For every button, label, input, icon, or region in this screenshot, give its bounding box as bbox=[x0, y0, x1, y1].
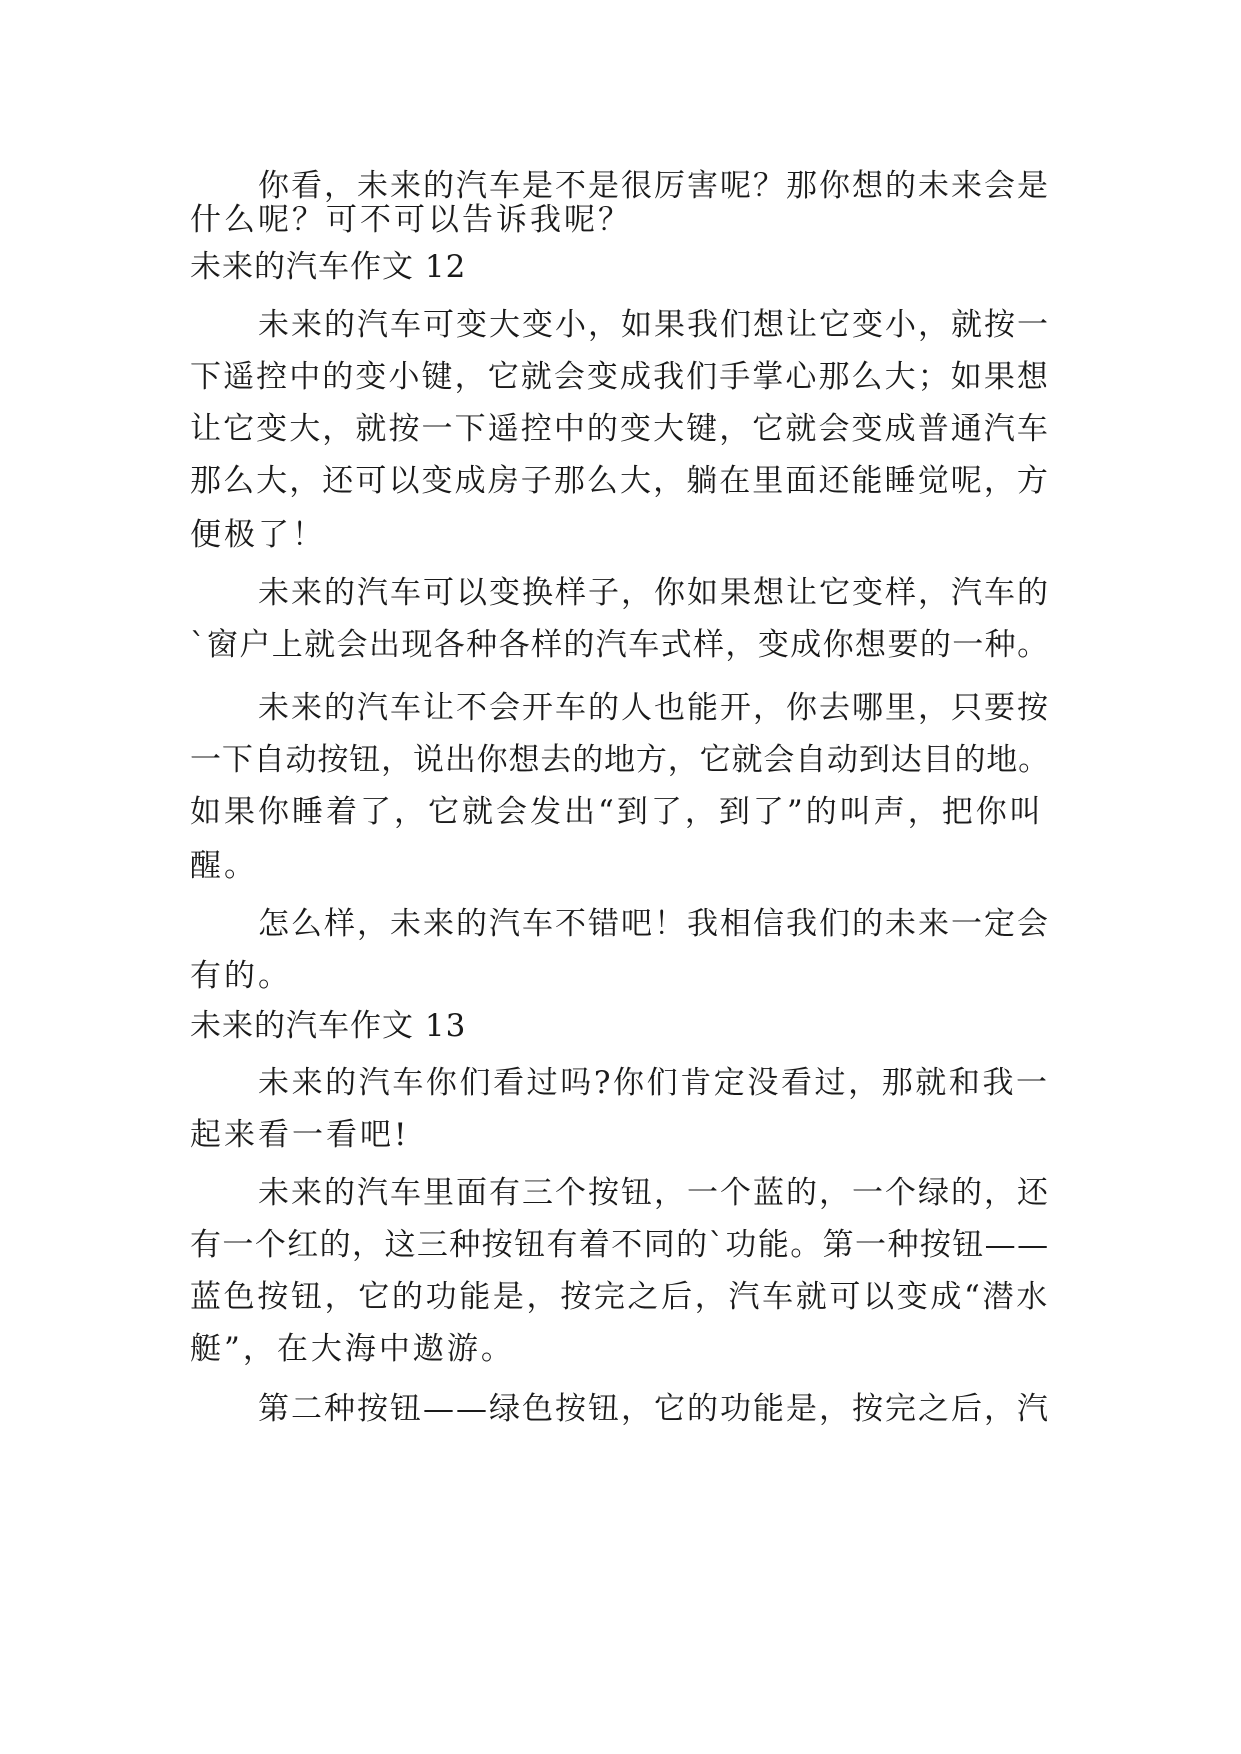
paragraph-line: 什么呢？可不可以告诉我呢？ bbox=[190, 202, 632, 238]
paragraph-line: 有一个红的，这三种按钮有着不同的`功能。第一种按钮—— bbox=[190, 1227, 1050, 1263]
paragraph-line: 未来的汽车里面有三个按钮，一个蓝的，一个绿的，还 bbox=[258, 1175, 1050, 1211]
paragraph-line: 下遥控中的变小键，它就会变成我们手掌心那么大；如果想 bbox=[190, 359, 1050, 395]
paragraph-line: 让它变大，就按一下遥控中的变大键，它就会变成普通汽车 bbox=[190, 411, 1050, 447]
paragraph-line: 第二种按钮——绿色按钮，它的功能是，按完之后，汽 bbox=[258, 1391, 1050, 1427]
paragraph-line: `窗户上就会出现各种各样的汽车式样，变成你想要的一种。 bbox=[190, 627, 1050, 663]
paragraph-line: 一下自动按钮，说出你想去的地方，它就会自动到达目的地。 bbox=[190, 742, 1050, 778]
section-heading: 未来的汽车作文 12 bbox=[190, 249, 467, 285]
paragraph-line: 未来的汽车让不会开车的人也能开，你去哪里，只要按 bbox=[258, 690, 1050, 726]
paragraph-line: 艇”，在大海中遨游。 bbox=[190, 1331, 515, 1367]
paragraph-line: 未来的汽车你们看过吗?你们肯定没看过，那就和我一 bbox=[258, 1065, 1050, 1101]
paragraph-line: 未来的汽车可变大变小，如果我们想让它变小，就按一 bbox=[258, 307, 1050, 343]
paragraph-line: 未来的汽车可以变换样子，你如果想让它变样，汽车的 bbox=[258, 575, 1050, 611]
paragraph-line: 怎么样，未来的汽车不错吧！我相信我们的未来一定会 bbox=[258, 906, 1050, 942]
paragraph-line: 如果你睡着了，它就会发出“到了，到了”的叫声，把你叫 bbox=[190, 794, 1044, 830]
section-heading: 未来的汽车作文 13 bbox=[190, 1008, 467, 1044]
paragraph-line: 起来看一看吧! bbox=[190, 1117, 410, 1153]
paragraph-line: 便极了！ bbox=[190, 517, 326, 553]
paragraph-line: 有的。 bbox=[190, 958, 292, 994]
paragraph-line: 蓝色按钮，它的功能是，按完之后，汽车就可以变成“潜水 bbox=[190, 1279, 1050, 1315]
paragraph-line: 那么大，还可以变成房子那么大，躺在里面还能睡觉呢，方 bbox=[190, 463, 1050, 499]
paragraph-line: 醒。 bbox=[190, 848, 258, 884]
paragraph-line: 你看，未来的汽车是不是很厉害呢？那你想的未来会是 bbox=[258, 168, 1050, 204]
